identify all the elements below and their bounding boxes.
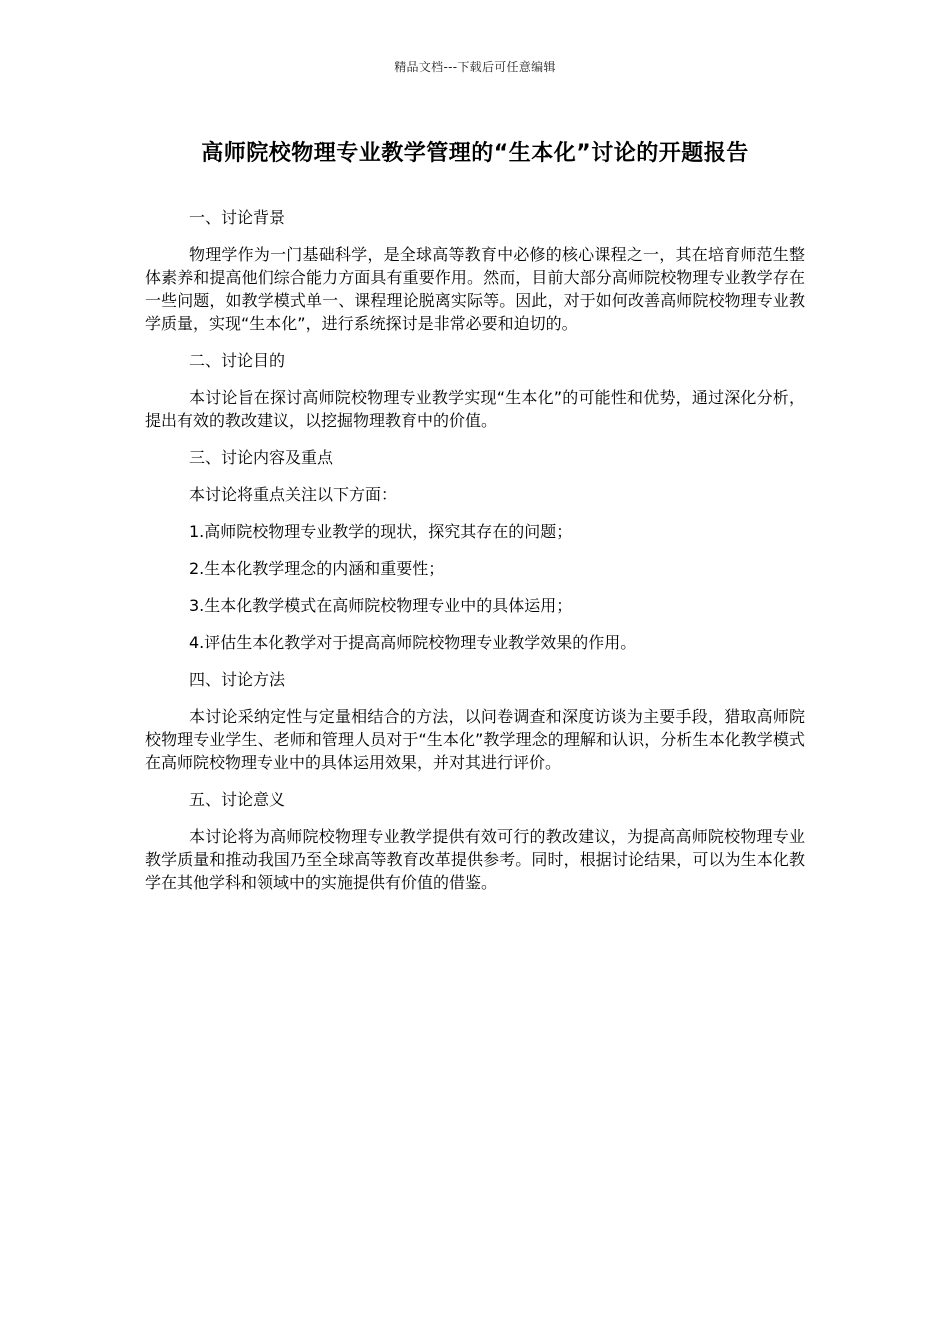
section-heading-significance: 五、讨论意义 [189, 790, 286, 809]
section-heading-method: 四、讨论方法 [189, 670, 286, 689]
header-note: 精品文档---下载后可任意编辑 [394, 60, 556, 74]
method-paragraph: 本讨论采纳定性与定量相结合的方法，以问卷调查和深度访谈为主要手段，猎取高师院校物理专业学生、老师和管理人员对于“生本化”教学理念的理解和认识，分析生本化教学模式在高师院校物理专业中的具体运用效果，并对其进行评价。 [145, 707, 805, 772]
document-title: 高师院校物理专业教学管理的“生本化”讨论的开题报告 [201, 141, 749, 166]
list-item: 3.生本化教学模式在高师院校物理专业中的具体运用； [189, 596, 573, 615]
background-paragraph: 物理学作为一门基础科学，是全球高等教育中必修的核心课程之一，其在培育师范生整体素养和提高他们综合能力方面具有重要作用。然而，目前大部分高师院校物理专业教学存在一些问题，如教学模式单一、课程理论脱离实际等。因此，对于如何改善高师院校物理专业教学质量，实现“生本化”，进行系统探讨是非常必要和迫切的。 [145, 245, 805, 333]
list-item: 4.评估生本化教学对于提高高师院校物理专业教学效果的作用。 [189, 633, 637, 652]
section-heading-content: 三、讨论内容及重点 [189, 448, 334, 467]
document-body [145, 206, 805, 908]
content-intro-paragraph: 本讨论将重点关注以下方面： [189, 485, 398, 504]
section-heading-background: 一、讨论背景 [189, 208, 286, 227]
list-item: 1.高师院校物理专业教学的现状，探究其存在的问题； [189, 522, 573, 541]
significance-paragraph: 本讨论将为高师院校物理专业教学提供有效可行的教改建议，为提高高师院校物理专业教学质量和推动我国乃至全球高等教育改革提供参考。同时，根据讨论结果，可以为生本化教学在其他学科和领域中的实施提供有价值的借鉴。 [145, 827, 805, 892]
purpose-paragraph: 本讨论旨在探讨高师院校物理专业教学实现“生本化”的可能性和优势，通过深化分析，提出有效的教改建议，以挖掘物理教育中的价值。 [145, 388, 805, 430]
list-item: 2.生本化教学理念的内涵和重要性； [189, 559, 445, 578]
section-heading-purpose: 二、讨论目的 [189, 351, 286, 370]
